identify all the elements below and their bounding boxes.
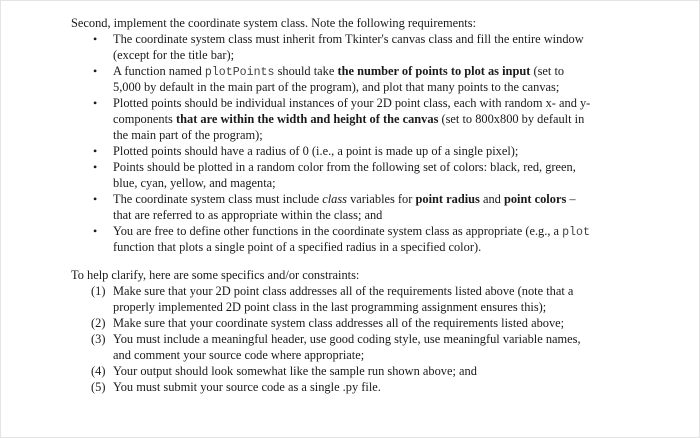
req-1-line-1: The coordinate system class must inherit from Tkinter's canvas class and fill the entire window — [113, 32, 584, 46]
req-6-text-a: The coordinate system class must include — [113, 192, 323, 206]
req-2-line-2: 5,000 by default in the main part of the program), and plot that many points to the canvas; — [113, 80, 560, 94]
bullet-2: • — [93, 64, 98, 78]
constraint-2-line-1: Make sure that your coordinate system class addresses all of the requirements listed above; — [113, 316, 565, 330]
constraint-4-line-1: Your output should look somewhat like the sample run shown above; and — [113, 364, 477, 378]
bullet-6: • — [93, 192, 98, 206]
constraint-5-num: (5) — [91, 380, 106, 394]
req-4-line-1: Plotted points should have a radius of 0 (i.e., a point is made up of a single pixel); — [113, 144, 519, 158]
constraint-1-num: (1) — [91, 284, 106, 298]
req-1-line-2: (except for the title bar); — [113, 48, 235, 62]
constraint-4-num: (4) — [91, 364, 106, 378]
req-6-italic: class — [322, 192, 348, 206]
constraint-5-line-1: You must submit your source code as a single .py file. — [113, 380, 381, 394]
constraint-2-num: (2) — [91, 316, 106, 330]
req-3-text-b: (set to 800x800 by default in — [438, 112, 585, 126]
constraint-1-line-1: Make sure that your 2D point class addresses all of the requirements listed above (note that a — [113, 284, 574, 298]
req-6-text-c: and — [479, 192, 504, 206]
intro-text: Second, implement the coordinate system class. Note the following requirements: — [71, 16, 477, 30]
req-3-text-a: components — [113, 112, 176, 126]
bullet-1: • — [93, 32, 98, 46]
bullet-7: • — [93, 224, 98, 238]
req-2-text-a: A function named — [113, 64, 205, 78]
req-3-line-2 — [113, 111, 584, 127]
req-6-bold-1: point radius — [415, 192, 480, 206]
req-2-text-c: (set to — [530, 64, 565, 78]
req-2-text-b: should take — [274, 64, 338, 78]
constraint-3-line-1: You must include a meaningful header, use good coding style, use meaningful variable names, — [113, 332, 581, 346]
code-plot: plot — [562, 226, 590, 239]
bullet-3: • — [93, 96, 98, 110]
req-6-line-2: that are referred to as appropriate within the class; and — [113, 208, 383, 222]
req-6-bold-2: point colors — [503, 192, 567, 206]
bullet-5: • — [93, 160, 98, 174]
constraint-3-num: (3) — [91, 332, 106, 346]
constraint-3-line-2: and comment your source code where appropriate; — [113, 348, 365, 362]
bullet-4: • — [93, 144, 98, 158]
code-plotPoints: plotPoints — [204, 66, 275, 79]
req-3-line-3: the main part of the program); — [113, 128, 263, 142]
req-6-text-d: – — [566, 192, 576, 206]
req-7-line-2: function that plots a single point of a specified radius in a specified color). — [113, 240, 482, 254]
req-5-line-2: blue, cyan, yellow, and magenta; — [113, 176, 276, 190]
constraint-1-line-2: properly implemented 2D point class in the last programming assignment ensures this); — [113, 300, 547, 314]
req-2-bold: the number of points to plot as input — [337, 64, 531, 78]
req-6-text-b: variables for — [347, 192, 416, 206]
req-3-line-1: Plotted points should be individual instances of your 2D point class, each with random x- and y- — [113, 96, 591, 110]
req-6-line-1 — [113, 191, 576, 207]
req-3-bold: that are within the width and height of the canvas — [175, 112, 439, 126]
req-5-line-1: Points should be plotted in a random color from the following set of colors: black, red, green, — [113, 160, 576, 174]
constraints-intro: To help clarify, here are some specifics and/or constraints: — [71, 268, 360, 282]
req-7-text-a: You are free to define other functions in the coordinate system class as appropriate (e.g., a — [113, 224, 563, 238]
